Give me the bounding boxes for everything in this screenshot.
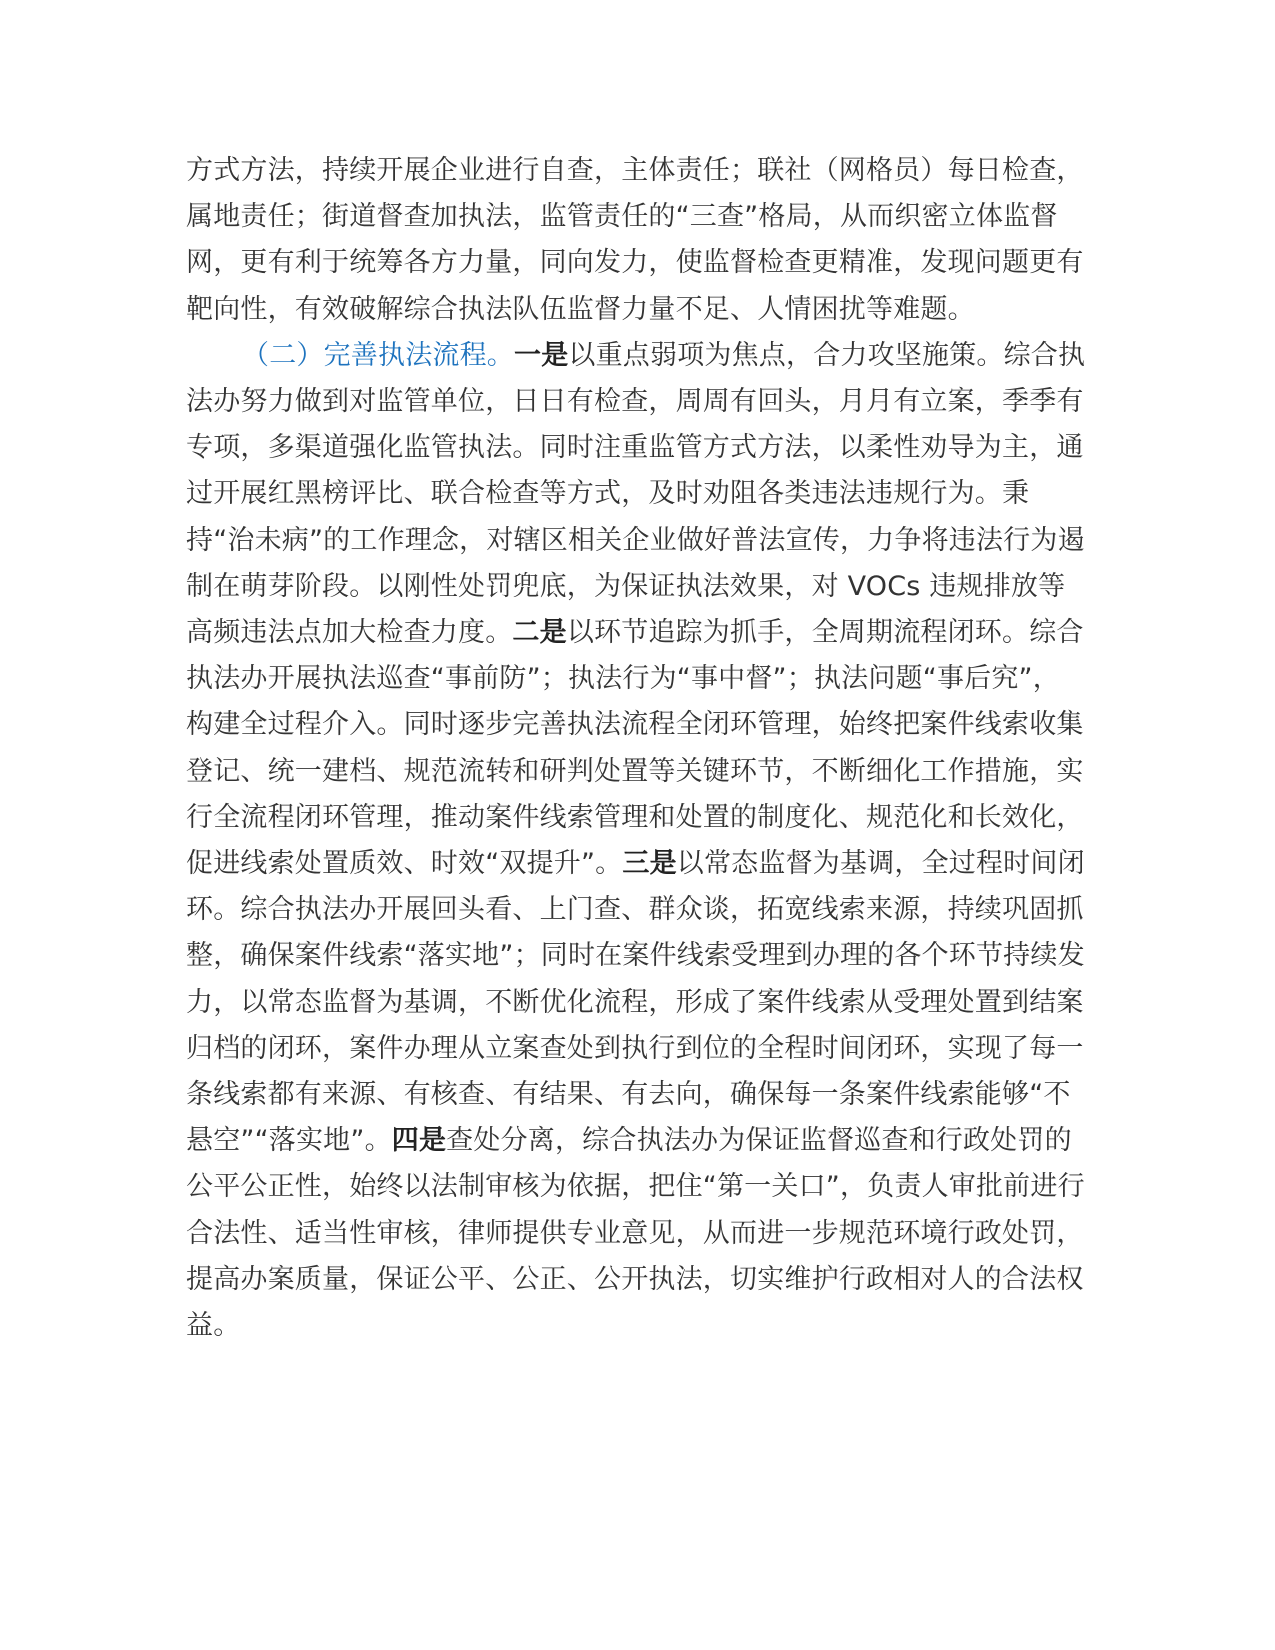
point-1-text: 以重点弱项为焦点，合力攻坚施策。综合执法办努力做到对监管单位，日日有检查，周周有回头，月月有立案，季季有专项，多渠道强化监管执法。同时注重监管方式方法，以柔性劝导为主，通过开展红黑榜评比、联合检查等方式，及时劝阻各类违法违规行为。秉持“治未病”的工作理念，对辖区相关企业做好普法宣传，力争将违法行为遏制在萌芽阶段。以刚性处罚兜底，为保证执法效果，对 VOCs 违规排放等高频违法点加大检查力度。 [186, 339, 1086, 649]
point-4-label: 四是 [391, 1125, 447, 1157]
section-heading: （二）完善执法流程。 [242, 339, 514, 371]
point-3-text: 以常态监督为基调，全过程时间闭环。综合执法办开展回头看、上门查、群众谈，拓宽线索来源，持续巩固抓整，确保案件线索“落实地”；同时在案件线索受理到办理的各个环节持续发力，以常态监督为基调，不断优化流程，形成了案件线索从受理处置到结案归档的闭环，案件办理从立案查处到执行到位的全程时间闭环，实现了每一条线索都有来源、有核查、有结果、有去向，确保每一条案件线索能够“不悬空”“落实地”。 [186, 848, 1085, 1157]
point-4-text: 查处分离，综合执法办为保证监督巡查和行政处罚的公平公正性，始终以法制审核为依据，把住“第一关口”，负责人审批前进行合法性、适当性审核，律师提供专业意见，从而进一步规范环境行政处罚，提高办案质量，保证公平、公正、公开执法，切实维护行政相对人的合法权益。 [186, 1125, 1085, 1342]
point-3-label: 三是 [622, 848, 677, 880]
paragraph-enforcement-process [186, 333, 1086, 1349]
point-1-label: 一是 [514, 339, 569, 371]
paragraph-1-text: 方式方法，持续开展企业进行自查，主体责任；联社（网格员）每日检查，属地责任；街道督查加执法，监管责任的“三查”格局，从而织密立体监督网，更有利于统筹各方力量，同向发力，使监督检查更精准，发现问题更有靶向性，有效破解综合执法队伍监督力量不足、人情困扰等难题。 [186, 155, 1084, 325]
paragraph-continuation [186, 148, 1086, 333]
document-body [186, 148, 1086, 1349]
point-2-text: 以环节追踪为抓手，全周期流程闭环。综合执法办开展执法巡查“事前防”；执法行为“事中督”；执法问题“事后究”，构建全过程介入。同时逐步完善执法流程全闭环管理，始终把案件线索收集登记、统一建档、规范流转和研判处置等关键环节，不断细化工作措施，实行全流程闭环管理，推动案件线索管理和处置的制度化、规范化和长效化，促进线索处置质效、时效“双提升”。 [186, 617, 1084, 880]
point-2-label: 二是 [512, 617, 567, 649]
